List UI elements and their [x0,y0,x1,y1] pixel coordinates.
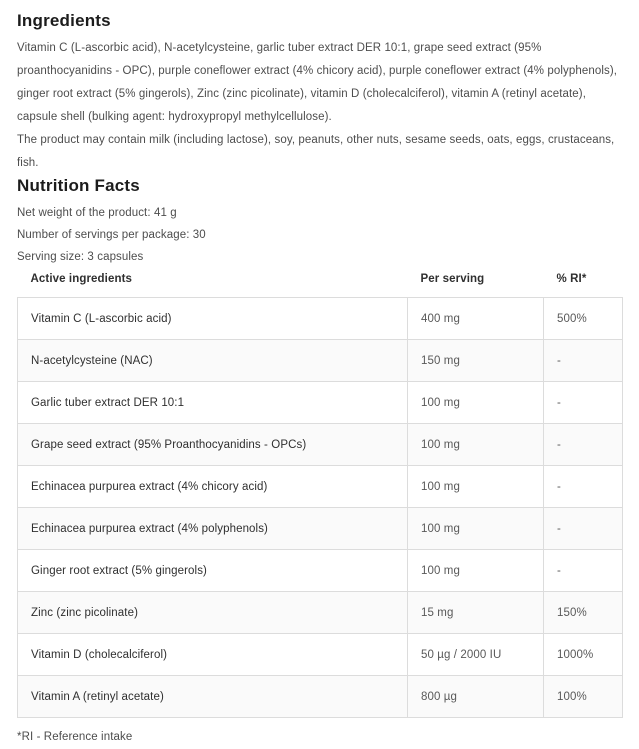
table-row [18,634,623,676]
table-row [18,592,623,634]
ri-percent-cell: - [544,340,623,382]
active-ingredients-table [17,268,623,718]
ingredient-name-cell: Ginger root extract (5% gingerols) [18,550,408,592]
ri-percent-cell: - [544,550,623,592]
per-serving-cell: 100 mg [408,424,544,466]
per-serving-cell: 400 mg [408,298,544,340]
ri-percent-cell: 150% [544,592,623,634]
ingredients-composition-text: Vitamin C (L-ascorbic acid), N-acetylcysteine, garlic tuber extract DER 10:1, grape seed extract (95% proanthocyanidins - OPC), purple coneflower extract (4% chicory acid), purple coneflower extract (4% polyphenols), ginger root extract (5% gingerols), Zinc (zinc picolinate), vitamin D (cholecalciferol), vitamin A (retinyl acetate), capsule shell (bulking agent: hydroxypropyl methylcellulose). [17,42,618,123]
ri-percent-cell: - [544,466,623,508]
nutrition-meta [17,202,622,268]
ingredient-name-cell: Echinacea purpurea extract (4% chicory acid) [18,466,408,508]
nutrition-facts-title: Nutrition Facts [17,176,140,195]
table-row [18,466,623,508]
ri-percent-cell: - [544,424,623,466]
table-row [18,676,623,718]
ri-percent-cell: 100% [544,676,623,718]
table-row [18,340,623,382]
header-active-ingredients: Active ingredients [30,273,132,285]
ri-percent-cell: - [544,508,623,550]
per-serving-cell: 100 mg [408,382,544,424]
ri-percent-cell: 1000% [544,634,623,676]
allergen-info-text: The product may contain milk (including lactose), soy, peanuts, other nuts, sesame seeds, oats, eggs, crustaceans, fish. [17,134,615,169]
ingredient-name-cell: Garlic tuber extract DER 10:1 [18,382,408,424]
per-serving-cell: 100 mg [408,466,544,508]
table-row [18,382,623,424]
header-ri-percent: % RI* [556,273,587,285]
per-serving-cell: 100 mg [408,508,544,550]
ingredient-name-cell: Vitamin A (retinyl acetate) [18,676,408,718]
ri-percent-cell: - [544,382,623,424]
per-serving-cell: 50 µg / 2000 IU [408,634,544,676]
table-row [18,298,623,340]
header-per-serving: Per serving [420,273,485,285]
per-serving-cell: 800 µg [408,676,544,718]
per-serving-cell: 100 mg [408,550,544,592]
nutrition-facts-section [17,175,622,749]
table-row [18,424,623,466]
table-header-row [18,268,623,298]
per-serving-cell: 150 mg [408,340,544,382]
ingredient-name-cell: Vitamin D (cholecalciferol) [18,634,408,676]
net-weight-text: Net weight of the product: 41 g [17,207,177,219]
ingredient-name-cell: Echinacea purpurea extract (4% polyphenols) [18,508,408,550]
ingredients-title: Ingredients [17,11,111,30]
ri-reference-footnote: *RI - Reference intake [17,731,133,743]
table-row [18,550,623,592]
table-row [18,508,623,550]
product-info-panel [0,10,639,749]
servings-per-package-text: Number of servings per package: 30 [17,229,206,241]
ingredient-name-cell: Zinc (zinc picolinate) [18,592,408,634]
ingredient-name-cell: N-acetylcysteine (NAC) [18,340,408,382]
per-serving-cell: 15 mg [408,592,544,634]
ingredients-section [17,10,622,175]
ingredient-name-cell: Vitamin C (L-ascorbic acid) [18,298,408,340]
serving-size-text: Serving size: 3 capsules [17,251,144,263]
ingredient-name-cell: Grape seed extract (95% Proanthocyanidins - OPCs) [18,424,408,466]
ri-percent-cell: 500% [544,298,623,340]
